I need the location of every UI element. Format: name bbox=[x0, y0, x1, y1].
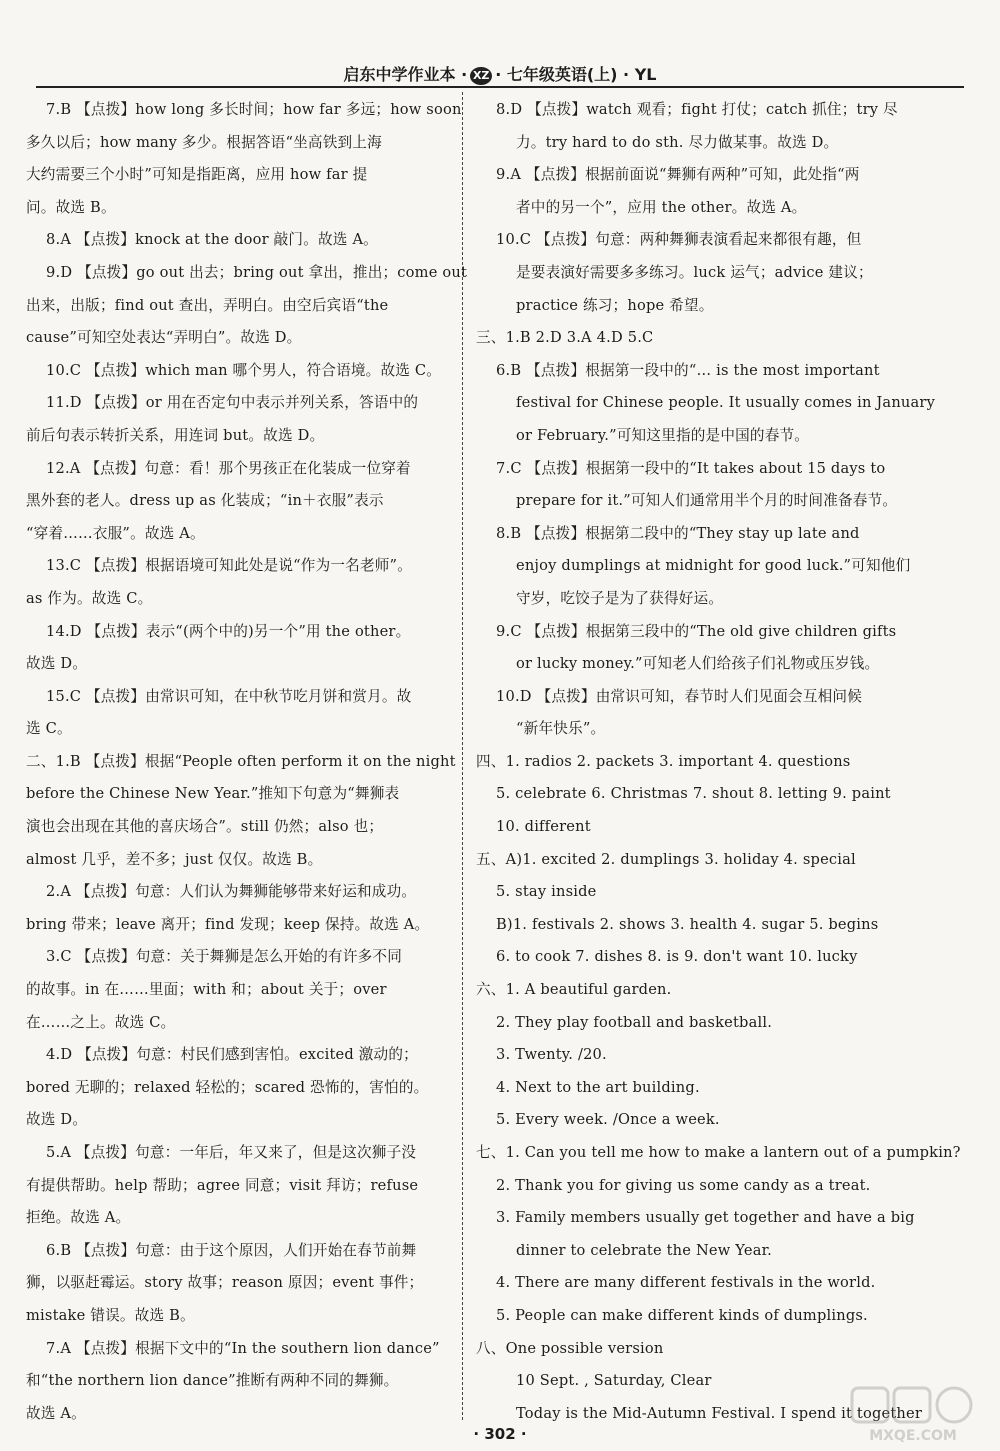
text-line: 10. different bbox=[496, 818, 591, 836]
text-line: cause”可知空处表达“弄明白”。故选 D。 bbox=[26, 329, 302, 347]
column-divider bbox=[462, 92, 463, 1420]
text-line: 5.A 【点拨】句意：一年后，年又来了，但是这次狮子没 bbox=[46, 1144, 417, 1161]
text-line: 者中的另一个”，应用 the other。故选 A。 bbox=[516, 198, 807, 216]
text-line: 2. Thank you for giving us some candy as a treat. bbox=[496, 1176, 871, 1194]
text-line: 多久以后；how many 多少。根据答语“坐高铁到上海 bbox=[26, 133, 382, 151]
text-line: 7.C 【点拨】根据第一段中的“It takes about 15 days to bbox=[496, 459, 886, 477]
text-line: 9.A 【点拨】根据前面说“舞狮有两种”可知，此处指“两 bbox=[496, 166, 860, 184]
text-line: 是要表演好需要多多练习。luck 运气；advice 建议； bbox=[516, 263, 873, 281]
text-line: 有提供帮助。help 帮助；agree 同意；visit 拜访；refuse bbox=[26, 1176, 419, 1194]
text-line: 七、1. Can you tell me how to make a lantern out of a pumpkin? bbox=[476, 1144, 961, 1161]
page-number-value: 302 bbox=[484, 1425, 516, 1443]
text-line: 前后句表示转折关系，用连词 but。故选 D。 bbox=[26, 426, 325, 444]
text-line: 9.D 【点拨】go out 出去；bring out 拿出，推出；come out bbox=[46, 263, 468, 281]
text-line: 四、1. radios 2. packets 3. important 4. questions bbox=[476, 752, 851, 770]
text-line: festival for Chinese people. It usually comes in January bbox=[516, 394, 936, 412]
text-line: 和“the northern lion dance”推断有两种不同的舞狮。 bbox=[26, 1372, 399, 1390]
text-line: almost 几乎，差不多；just 仅仅。故选 B。 bbox=[26, 850, 323, 868]
edition-suffix: YL bbox=[634, 65, 657, 84]
text-line: 六、1. A beautiful garden. bbox=[476, 981, 672, 999]
text-line: 6.B 【点拨】根据第一段中的“… is the most important bbox=[496, 361, 880, 379]
text-line: 8.A 【点拨】knock at the door 敲门。故选 A。 bbox=[46, 231, 378, 249]
text-line: 黑外套的老人。dress up as 化装成；“in＋衣服”表示 bbox=[26, 492, 384, 510]
text-line: 八、One possible version bbox=[476, 1339, 664, 1357]
header-rule bbox=[36, 86, 964, 88]
text-line: 2.A 【点拨】句意：人们认为舞狮能够带来好运和成功。 bbox=[46, 883, 417, 901]
text-line: 10 Sept. , Saturday, Clear bbox=[516, 1372, 712, 1390]
text-line: or lucky money.”可知老人们给孩子们礼物或压岁钱。 bbox=[516, 655, 880, 673]
text-line: 故选 D。 bbox=[26, 1111, 88, 1129]
text-line: 三、1.B 2.D 3.A 4.D 5.C bbox=[476, 329, 654, 347]
text-line: 拒绝。故选 A。 bbox=[26, 1209, 131, 1227]
text-line: practice 练习；hope 希望。 bbox=[516, 296, 714, 314]
text-line: B)1. festivals 2. shows 3. health 4. sugar 5. begins bbox=[496, 915, 879, 933]
text-line: 守岁，吃饺子是为了获得好运。 bbox=[516, 589, 724, 607]
text-line: 6.B 【点拨】句意：由于这个原因，人们开始在春节前舞 bbox=[46, 1241, 417, 1259]
text-line: enjoy dumplings at midnight for good luck.”可知他们 bbox=[516, 557, 911, 575]
page-header: 启东中学作业本 · XZ · 七年级英语(上) · YL bbox=[343, 65, 657, 84]
text-line: before the Chinese New Year.”推知下句意为“舞狮表 bbox=[26, 785, 400, 803]
text-line: 出来，出版；find out 查出，弄明白。由空后宾语“the bbox=[26, 296, 389, 314]
book-title: 启东中学作业本 bbox=[343, 65, 456, 84]
text-line: 故选 A。 bbox=[26, 1404, 86, 1422]
text-line: 问。故选 B。 bbox=[26, 198, 116, 216]
text-line: 3. Twenty. /20. bbox=[496, 1046, 607, 1064]
text-line: 5. stay inside bbox=[496, 883, 597, 901]
text-line: 在……之上。故选 C。 bbox=[26, 1013, 176, 1031]
text-line: 15.C 【点拨】由常识可知，在中秋节吃月饼和赏月。故 bbox=[46, 687, 412, 705]
page-number: · 302 · bbox=[473, 1425, 527, 1443]
text-line: 12.A 【点拨】句意：看！那个男孩正在化装成一位穿着 bbox=[46, 459, 411, 477]
text-line: 狮，以驱赶霉运。story 故事；reason 原因；event 事件； bbox=[26, 1274, 424, 1292]
grade-subject: 七年级英语(上) bbox=[506, 65, 618, 84]
text-line: 选 C。 bbox=[26, 720, 72, 738]
text-line: 10.D 【点拨】由常识可知，春节时人们见面会互相问候 bbox=[496, 687, 863, 705]
text-line: 力。try hard to do sth. 尽力做某事。故选 D。 bbox=[516, 133, 839, 151]
text-line: 2. They play football and basketball. bbox=[496, 1013, 773, 1031]
text-line: bored 无聊的；relaxed 轻松的；scared 恐怖的，害怕的。 bbox=[26, 1078, 429, 1096]
watermark-logo bbox=[848, 1384, 978, 1446]
text-line: 11.D 【点拨】or 用在否定句中表示并列关系，答语中的 bbox=[46, 394, 419, 412]
text-line: 14.D 【点拨】表示“(两个中的)另一个”用 the other。 bbox=[46, 622, 411, 640]
text-line: 4. Next to the art building. bbox=[496, 1078, 700, 1096]
text-line: prepare for it.”可知人们通常用半个月的时间准备春节。 bbox=[516, 492, 898, 510]
text-line: 3. Family members usually get together and have a big bbox=[496, 1209, 915, 1227]
text-line: 5. Every week. /Once a week. bbox=[496, 1111, 720, 1129]
text-line: mistake 错误。故选 B。 bbox=[26, 1306, 195, 1324]
text-line: 7.B 【点拨】how long 多长时间；how far 多远；how soon bbox=[46, 101, 462, 118]
text-line: bring 带来；leave 离开；find 发现；keep 保持。故选 A。 bbox=[26, 915, 430, 933]
text-line: dinner to celebrate the New Year. bbox=[516, 1241, 773, 1259]
text-line: 4. There are many different festivals in the world. bbox=[496, 1274, 876, 1292]
text-line: 大约需要三个小时”可知是指距离，应用 how far 提 bbox=[26, 166, 368, 184]
text-line: 8.B 【点拨】根据第二段中的“They stay up late and bbox=[496, 524, 860, 542]
text-line: “穿着……衣服”。故选 A。 bbox=[26, 524, 205, 542]
text-line: “新年快乐”。 bbox=[516, 720, 606, 738]
text-line: as 作为。故选 C。 bbox=[26, 589, 153, 607]
text-line: 4.D 【点拨】句意：村民们感到害怕。excited 激动的； bbox=[46, 1046, 418, 1064]
text-line: 10.C 【点拨】which man 哪个男人，符合语境。故选 C。 bbox=[46, 361, 442, 379]
text-line: 10.C 【点拨】句意：两种舞狮表演看起来都很有趣，但 bbox=[496, 231, 862, 249]
text-line: 演也会出现在其他的喜庆场合”。still 仍然；also 也； bbox=[26, 818, 384, 836]
text-line: 五、A)1. excited 2. dumplings 3. holiday 4. special bbox=[476, 850, 856, 868]
svg-text:MXQE.COM: MXQE.COM bbox=[869, 1428, 957, 1444]
right-column bbox=[476, 94, 961, 1430]
text-line: 3.C 【点拨】句意：关于舞狮是怎么开始的有许多不同 bbox=[46, 948, 402, 966]
text-line: or February.”可知这里指的是中国的春节。 bbox=[516, 426, 810, 444]
text-line: Today is the Mid-Autumn Festival. I spend it together bbox=[516, 1404, 923, 1422]
text-line: 8.D 【点拨】watch 观看；fight 打仗；catch 抓住；try 尽 bbox=[496, 101, 898, 118]
text-line: 5. People can make different kinds of dumplings. bbox=[496, 1306, 868, 1324]
text-line: 6. to cook 7. dishes 8. is 9. don't want 10. lucky bbox=[496, 948, 858, 966]
left-column bbox=[26, 94, 468, 1430]
text-line: 5. celebrate 6. Christmas 7. shout 8. letting 9. paint bbox=[496, 785, 891, 803]
text-line: 13.C 【点拨】根据语境可知此处是说“作为一名老师”。 bbox=[46, 557, 413, 575]
text-line: 7.A 【点拨】根据下文中的“In the southern lion dance” bbox=[46, 1339, 440, 1357]
text-line: 的故事。in 在……里面；with 和；about 关于；over bbox=[26, 981, 387, 999]
edition-badge: XZ bbox=[470, 67, 492, 85]
text-line: 故选 D。 bbox=[26, 655, 88, 673]
text-line: 9.C 【点拨】根据第三段中的“The old give children gifts bbox=[496, 622, 897, 640]
text-line: 二、1.B 【点拨】根据“People often perform it on the night bbox=[26, 752, 456, 770]
